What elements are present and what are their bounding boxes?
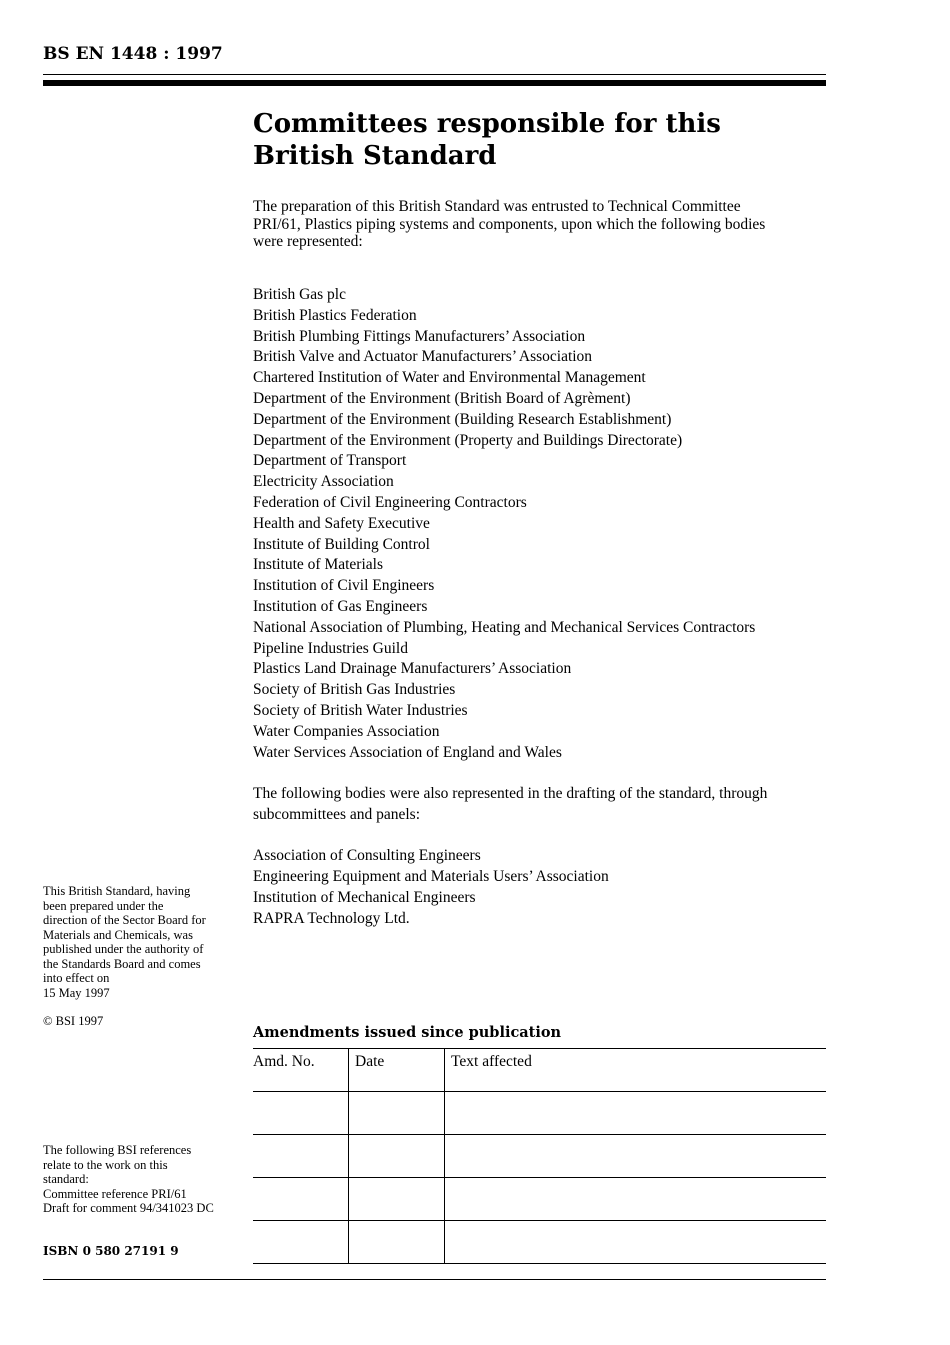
list-item: British Gas plc (253, 286, 346, 303)
list-item: Department of the Environment (British Board of Agrèment) (253, 389, 631, 407)
table-row (253, 1135, 826, 1178)
table-row (253, 1178, 826, 1221)
table-cell (445, 1092, 827, 1135)
table-cell (253, 1135, 349, 1178)
column-header-text-affected: Text affected (445, 1049, 827, 1092)
header-rule-thick (43, 80, 826, 86)
list-item: Health and Safety Executive (253, 514, 430, 532)
list-item: Department of the Environment (Building Research Establishment) (253, 410, 672, 428)
reference-line: The following BSI references (43, 1143, 192, 1157)
isbn: ISBN 0 580 27191 9 (43, 1244, 179, 1258)
document-reference: BS EN 1448 : 1997 (43, 44, 223, 64)
title-line-1: Committees responsible for this (253, 109, 721, 139)
table-cell (253, 1178, 349, 1221)
list-item: British Plumbing Fittings Manufacturers’ Association (253, 327, 586, 345)
reference-line: Committee reference PRI/61 (43, 1186, 187, 1201)
statement-line: the Standards Board and comes (43, 956, 201, 971)
statement-line: This British Standard, having (43, 884, 191, 898)
bsi-references (43, 1143, 238, 1216)
reference-line: relate to the work on this (43, 1157, 168, 1172)
intro-line: PRI/61, Plastics piping systems and components, upon which the following bodies (253, 215, 766, 233)
also-represented-section (253, 784, 826, 930)
page-title (253, 108, 823, 172)
list-item: Electricity Association (253, 473, 394, 491)
table-cell (445, 1135, 827, 1178)
statement-line: into effect on (43, 971, 110, 985)
list-item: Chartered Institution of Water and Environmental Management (253, 369, 646, 387)
represented-bodies-list (253, 285, 826, 763)
statement-line: direction of the Sector Board for (43, 913, 206, 927)
table-row (253, 1092, 826, 1135)
list-item: Institution of Gas Engineers (253, 597, 428, 615)
copyright-notice: © BSI 1997 (43, 1014, 104, 1028)
footer-rule (43, 1279, 826, 1280)
table-cell (253, 1092, 349, 1135)
list-item: Society of British Gas Industries (253, 681, 456, 699)
title-line-2: British Standard (253, 141, 497, 171)
table-cell (445, 1221, 827, 1264)
table-cell (349, 1092, 445, 1135)
list-item: Institute of Building Control (253, 535, 430, 553)
list-item: Department of Transport (253, 452, 407, 470)
header-rule-thin (43, 74, 826, 75)
list-item: Plastics Land Drainage Manufacturers’ Association (253, 660, 572, 678)
reference-line: standard: (43, 1172, 89, 1186)
table-cell (349, 1178, 445, 1221)
list-item: British Valve and Actuator Manufacturers’ Association (253, 348, 593, 366)
list-item: Water Services Association of England and Wales (253, 743, 562, 761)
list-item: Engineering Equipment and Materials Users’ Association (253, 868, 609, 886)
intro-paragraph (253, 198, 826, 251)
also-intro-line: The following bodies were also represented in the drafting of the standard, through (253, 785, 768, 802)
table-header-row (253, 1049, 826, 1092)
list-item: British Plastics Federation (253, 306, 417, 324)
also-intro-line: subcommittees and panels: (253, 805, 421, 823)
column-header-date: Date (349, 1049, 445, 1092)
list-item: National Association of Plumbing, Heating and Mechanical Services Contractors (253, 618, 756, 636)
table-cell (349, 1135, 445, 1178)
publication-statement (43, 884, 238, 1000)
list-item: Pipeline Industries Guild (253, 639, 408, 657)
statement-line: been prepared under the (43, 898, 164, 913)
reference-line: Draft for comment 94/341023 DC (43, 1201, 214, 1215)
list-item: Department of the Environment (Property and Buildings Directorate) (253, 431, 683, 449)
statement-line: 15 May 1997 (43, 985, 110, 1000)
table-cell (349, 1221, 445, 1264)
intro-line: The preparation of this British Standard was entrusted to Technical Committee (253, 198, 741, 215)
list-item: Institute of Materials (253, 556, 383, 574)
statement-line: published under the authority of (43, 942, 204, 956)
list-item: Federation of Civil Engineering Contractors (253, 493, 527, 511)
column-header-amd-no: Amd. No. (253, 1049, 349, 1092)
list-item: RAPRA Technology Ltd. (253, 909, 410, 927)
list-item: Institution of Mechanical Engineers (253, 888, 476, 906)
intro-line: were represented: (253, 233, 363, 250)
amendments-title: Amendments issued since publication (253, 1024, 562, 1041)
table-cell (445, 1178, 827, 1221)
statement-line: Materials and Chemicals, was (43, 927, 193, 942)
list-item: Society of British Water Industries (253, 701, 468, 719)
table-cell (253, 1221, 349, 1264)
amendments-table (253, 1048, 826, 1264)
list-item: Institution of Civil Engineers (253, 577, 435, 595)
list-item: Water Companies Association (253, 722, 440, 740)
list-item: Association of Consulting Engineers (253, 847, 481, 865)
table-row (253, 1221, 826, 1264)
